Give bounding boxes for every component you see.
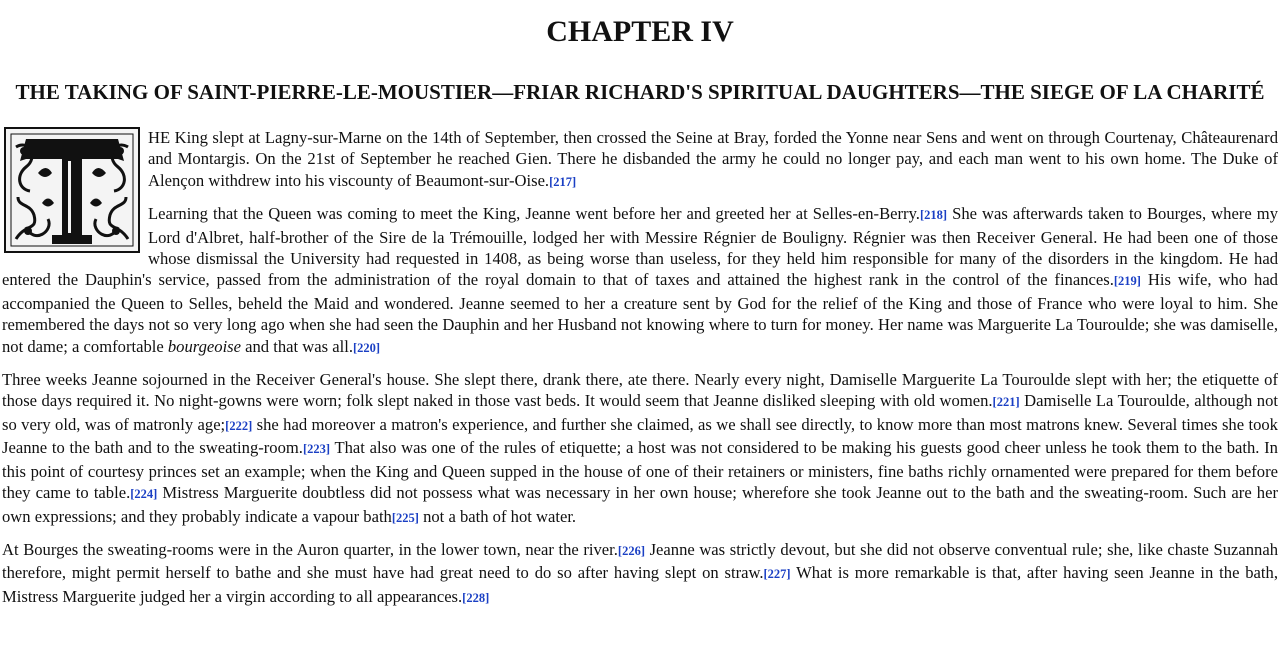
chapter-body <box>2 127 1278 609</box>
footnote-link-225[interactable]: [225] <box>391 510 419 525</box>
paragraph-3-text-4: That also was one of the rules of etiquette; a host was not considered to be making his guests good cheer unless he took them to the bath. In this point of courtesy princes set an example; when the King and Queen supped in the house of one of their retainers or ministers, fine baths richly ornamented were prepared for them before they came to table. <box>2 438 1278 503</box>
emphasis-bourgeoise: bourgeoise <box>167 336 241 356</box>
footnote-link-221[interactable]: [221] <box>992 395 1020 410</box>
paragraph-1 <box>2 127 1278 193</box>
footnote-link-224[interactable]: [224] <box>130 487 158 502</box>
paragraph-1-text: HE King slept at Lagny-sur-Marne on the 14th of September, then crossed the Seine at Bray, forded the Yonne near Sens and went on through Courtenay, Châteaurenard and Montargis. On the 21st of September he reached Gien. There he disbanded the army he could no longer pay, and each man went to his own home. The Duke of Alençon withdrew into his viscounty of Beaumont-sur-Oise. <box>148 128 1278 190</box>
footnote-link-226[interactable]: [226] <box>617 543 645 558</box>
footnote-link-219[interactable]: [219] <box>1113 274 1141 289</box>
paragraph-2 <box>2 203 1278 359</box>
paragraph-3-text-5: Mistress Marguerite doubtless did not possess what was necessary in her own house; wherefore she took Jeanne out to the bath and the sweating-room. Such are her own expressions; and they probably indicate a vapour bath <box>2 483 1278 526</box>
footnote-link-227[interactable]: [227] <box>763 567 791 582</box>
paragraph-3-text-1: Three weeks Jeanne sojourned in the Receiver General's house. She slept there, drank there, ate there. Nearly every night, Damiselle Marguerite La Touroulde slept with her; the etiquette of those days required it. No night-gowns were worn; folk slept naked in those vast beds. It would seem that Jeanne disliked sleeping with old women. <box>2 370 1278 411</box>
footnote-link-217[interactable]: [217] <box>549 174 577 189</box>
footnote-link-220[interactable]: [220] <box>352 340 381 355</box>
paragraph-3-text-2: Damiselle La Touroulde, although not so very old, was of matronly age; <box>2 391 1278 434</box>
paragraph-2-text-3: His wife, who had accompanied the Queen to Selles, beheld the Maid and wondered. Jeanne seemed to her a creature sent by God for the relief of the King and those of France who were loyal to him. She remembered the days not so very long ago when she had seen the Dauphin and her Husband not knowing where to turn for money. Her name was Marguerite La Touroulde; she was damiselle, not dame; a comfortable <box>2 270 1278 356</box>
footnote-link-222[interactable]: [222] <box>225 418 253 433</box>
paragraph-4-text-3: What is more remarkable is that, after having seen Jeanne in the bath, Mistress Marguerite judged her a virgin according to all appearances. <box>2 563 1278 606</box>
paragraph-3 <box>2 369 1278 529</box>
paragraph-2-text-2: She was afterwards taken to Bourges, where my Lord d'Albret, half-brother of the Sire de la Trémouille, lodged her with Messire Régnier de Bouligny. Régnier was then Receiver General. He had been one of those whose dismissal the University had requested in 1408, as being worse than useless, for they held him responsible for many of the disorders in the kingdom. He had entered the Dauphin's service, passed from the administration of the royal domain to that of taxes and attained the highest rank in the control of the finances. <box>2 204 1278 290</box>
paragraph-2-text-4: and that was all. <box>241 336 353 356</box>
paragraph-4 <box>2 539 1278 609</box>
footnote-link-218[interactable]: [218] <box>919 208 948 223</box>
paragraph-2-text-1: Learning that the Queen was coming to meet the King, Jeanne went before her and greeted her at Selles-en-Berry. <box>148 204 920 224</box>
footnote-link-228[interactable]: [228] <box>462 590 490 605</box>
ornamental-initial-T-icon <box>4 127 140 253</box>
footnote-link-223[interactable]: [223] <box>302 442 331 457</box>
chapter-heading: CHAPTER IV <box>546 15 734 48</box>
paragraph-3-text-3: she had moreover a matron's experience, and further she claimed, as we shall see directly, to know more than most matrons knew. Several times she took Jeanne to the bath and to the sweating-room. <box>2 414 1278 458</box>
paragraph-3-text-6: not a bath of hot water. <box>418 506 577 526</box>
paragraph-4-text-1: At Bourges the sweating-rooms were in the Auron quarter, in the lower town, near the river. <box>2 539 618 559</box>
chapter-subtitle: THE TAKING OF SAINT-PIERRE-LE-MOUSTIER—FRIAR RICHARD'S SPIRITUAL DAUGHTERS—THE SIEGE OF LA CHARITÉ <box>15 80 1265 104</box>
paragraph-4-text-2: Jeanne was strictly devout, but she did not observe conventual rule; she, like chaste Suzannah therefore, might permit herself to bathe and she must have had great need to do so after having slept on straw. <box>2 539 1278 583</box>
